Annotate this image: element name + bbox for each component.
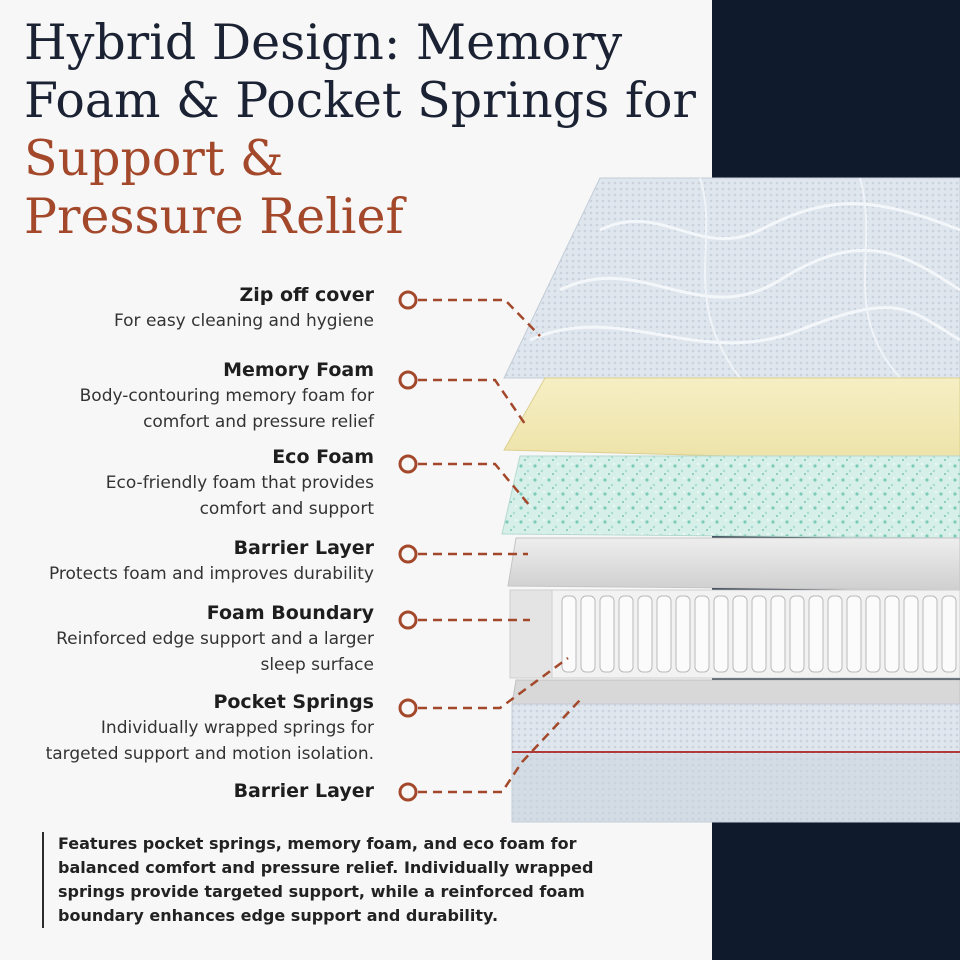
layer-name: Foam Boundary bbox=[206, 602, 374, 624]
label-zip-cover bbox=[114, 282, 374, 334]
spring-coil bbox=[562, 596, 576, 672]
title-line-2: Foam & Pocket Springs for bbox=[24, 72, 696, 129]
zip-cover-layer bbox=[504, 178, 960, 378]
memory-foam-layer bbox=[504, 378, 960, 462]
footer-line: balanced comfort and pressure relief. Individually wrapped bbox=[58, 858, 594, 877]
spring-coil bbox=[638, 596, 652, 672]
footer-line: boundary enhances edge support and durability. bbox=[58, 906, 499, 925]
spring-coil bbox=[942, 596, 956, 672]
barrier-layer-top bbox=[508, 538, 960, 590]
label-eco-foam bbox=[106, 444, 374, 522]
connector-memory-foam bbox=[418, 380, 525, 424]
spring-coil bbox=[923, 596, 937, 672]
spring-unit-layer bbox=[510, 590, 960, 678]
spring-coil bbox=[581, 596, 595, 672]
spring-coil bbox=[733, 596, 747, 672]
callout-markers bbox=[400, 292, 416, 800]
layer-description: Body-contouring memory foam for bbox=[79, 386, 374, 406]
spring-coil bbox=[904, 596, 918, 672]
footer-summary bbox=[42, 832, 678, 928]
layer-description: Reinforced edge support and a larger bbox=[56, 629, 374, 649]
layer-name: Pocket Springs bbox=[213, 691, 374, 713]
spring-coil bbox=[771, 596, 785, 672]
spring-coil bbox=[790, 596, 804, 672]
marker-eco-foam bbox=[400, 456, 416, 472]
layer-name: Barrier Layer bbox=[233, 780, 374, 802]
connector-zip-cover bbox=[418, 300, 540, 336]
layer-description: Individually wrapped springs for bbox=[100, 718, 374, 738]
layer-description-cont: comfort and support bbox=[199, 499, 374, 519]
layer-name: Eco Foam bbox=[272, 446, 374, 468]
spring-coil bbox=[695, 596, 709, 672]
title-accent-line-2: Pressure Relief bbox=[24, 188, 404, 245]
spring-coil bbox=[676, 596, 690, 672]
marker-pocket-springs bbox=[400, 700, 416, 716]
eco-foam-layer bbox=[502, 456, 960, 538]
label-barrier-layer bbox=[49, 535, 374, 587]
spring-coil bbox=[714, 596, 728, 672]
marker-barrier-layer-bottom bbox=[400, 784, 416, 800]
marker-foam-boundary bbox=[400, 612, 416, 628]
layer-description: Protects foam and improves durability bbox=[48, 564, 374, 584]
label-barrier-layer-bottom bbox=[234, 778, 374, 804]
layer-description: Eco-friendly foam that provides bbox=[105, 473, 374, 493]
layer-description-cont: comfort and pressure relief bbox=[143, 412, 374, 432]
title-accent-line-1: Support & bbox=[24, 130, 284, 187]
spring-coil bbox=[752, 596, 766, 672]
title-line-1: Hybrid Design: Memory bbox=[24, 14, 623, 71]
spring-coil bbox=[809, 596, 823, 672]
marker-zip-cover bbox=[400, 292, 416, 308]
layer-name: Barrier Layer bbox=[233, 537, 374, 559]
layer-description-cont: sleep surface bbox=[260, 655, 374, 675]
spring-coil bbox=[657, 596, 671, 672]
spring-coil bbox=[866, 596, 880, 672]
spring-coil bbox=[600, 596, 614, 672]
spring-coil bbox=[828, 596, 842, 672]
label-foam-boundary bbox=[56, 600, 374, 678]
marker-memory-foam bbox=[400, 372, 416, 388]
spring-coil bbox=[847, 596, 861, 672]
label-memory-foam bbox=[80, 357, 374, 435]
layer-description-cont: targeted support and motion isolation. bbox=[45, 744, 374, 764]
footer-line: Features pocket springs, memory foam, and eco foam for bbox=[58, 834, 577, 853]
pocket-springs bbox=[562, 596, 956, 672]
footer-line: springs provide targeted support, while a reinforced foam bbox=[58, 882, 585, 901]
layer-name: Zip off cover bbox=[239, 284, 374, 306]
marker-barrier-layer bbox=[400, 546, 416, 562]
layer-description: For easy cleaning and hygiene bbox=[113, 311, 374, 331]
spring-coil bbox=[619, 596, 633, 672]
spring-coil bbox=[885, 596, 899, 672]
layer-name: Memory Foam bbox=[223, 359, 374, 381]
label-pocket-springs bbox=[46, 689, 374, 767]
